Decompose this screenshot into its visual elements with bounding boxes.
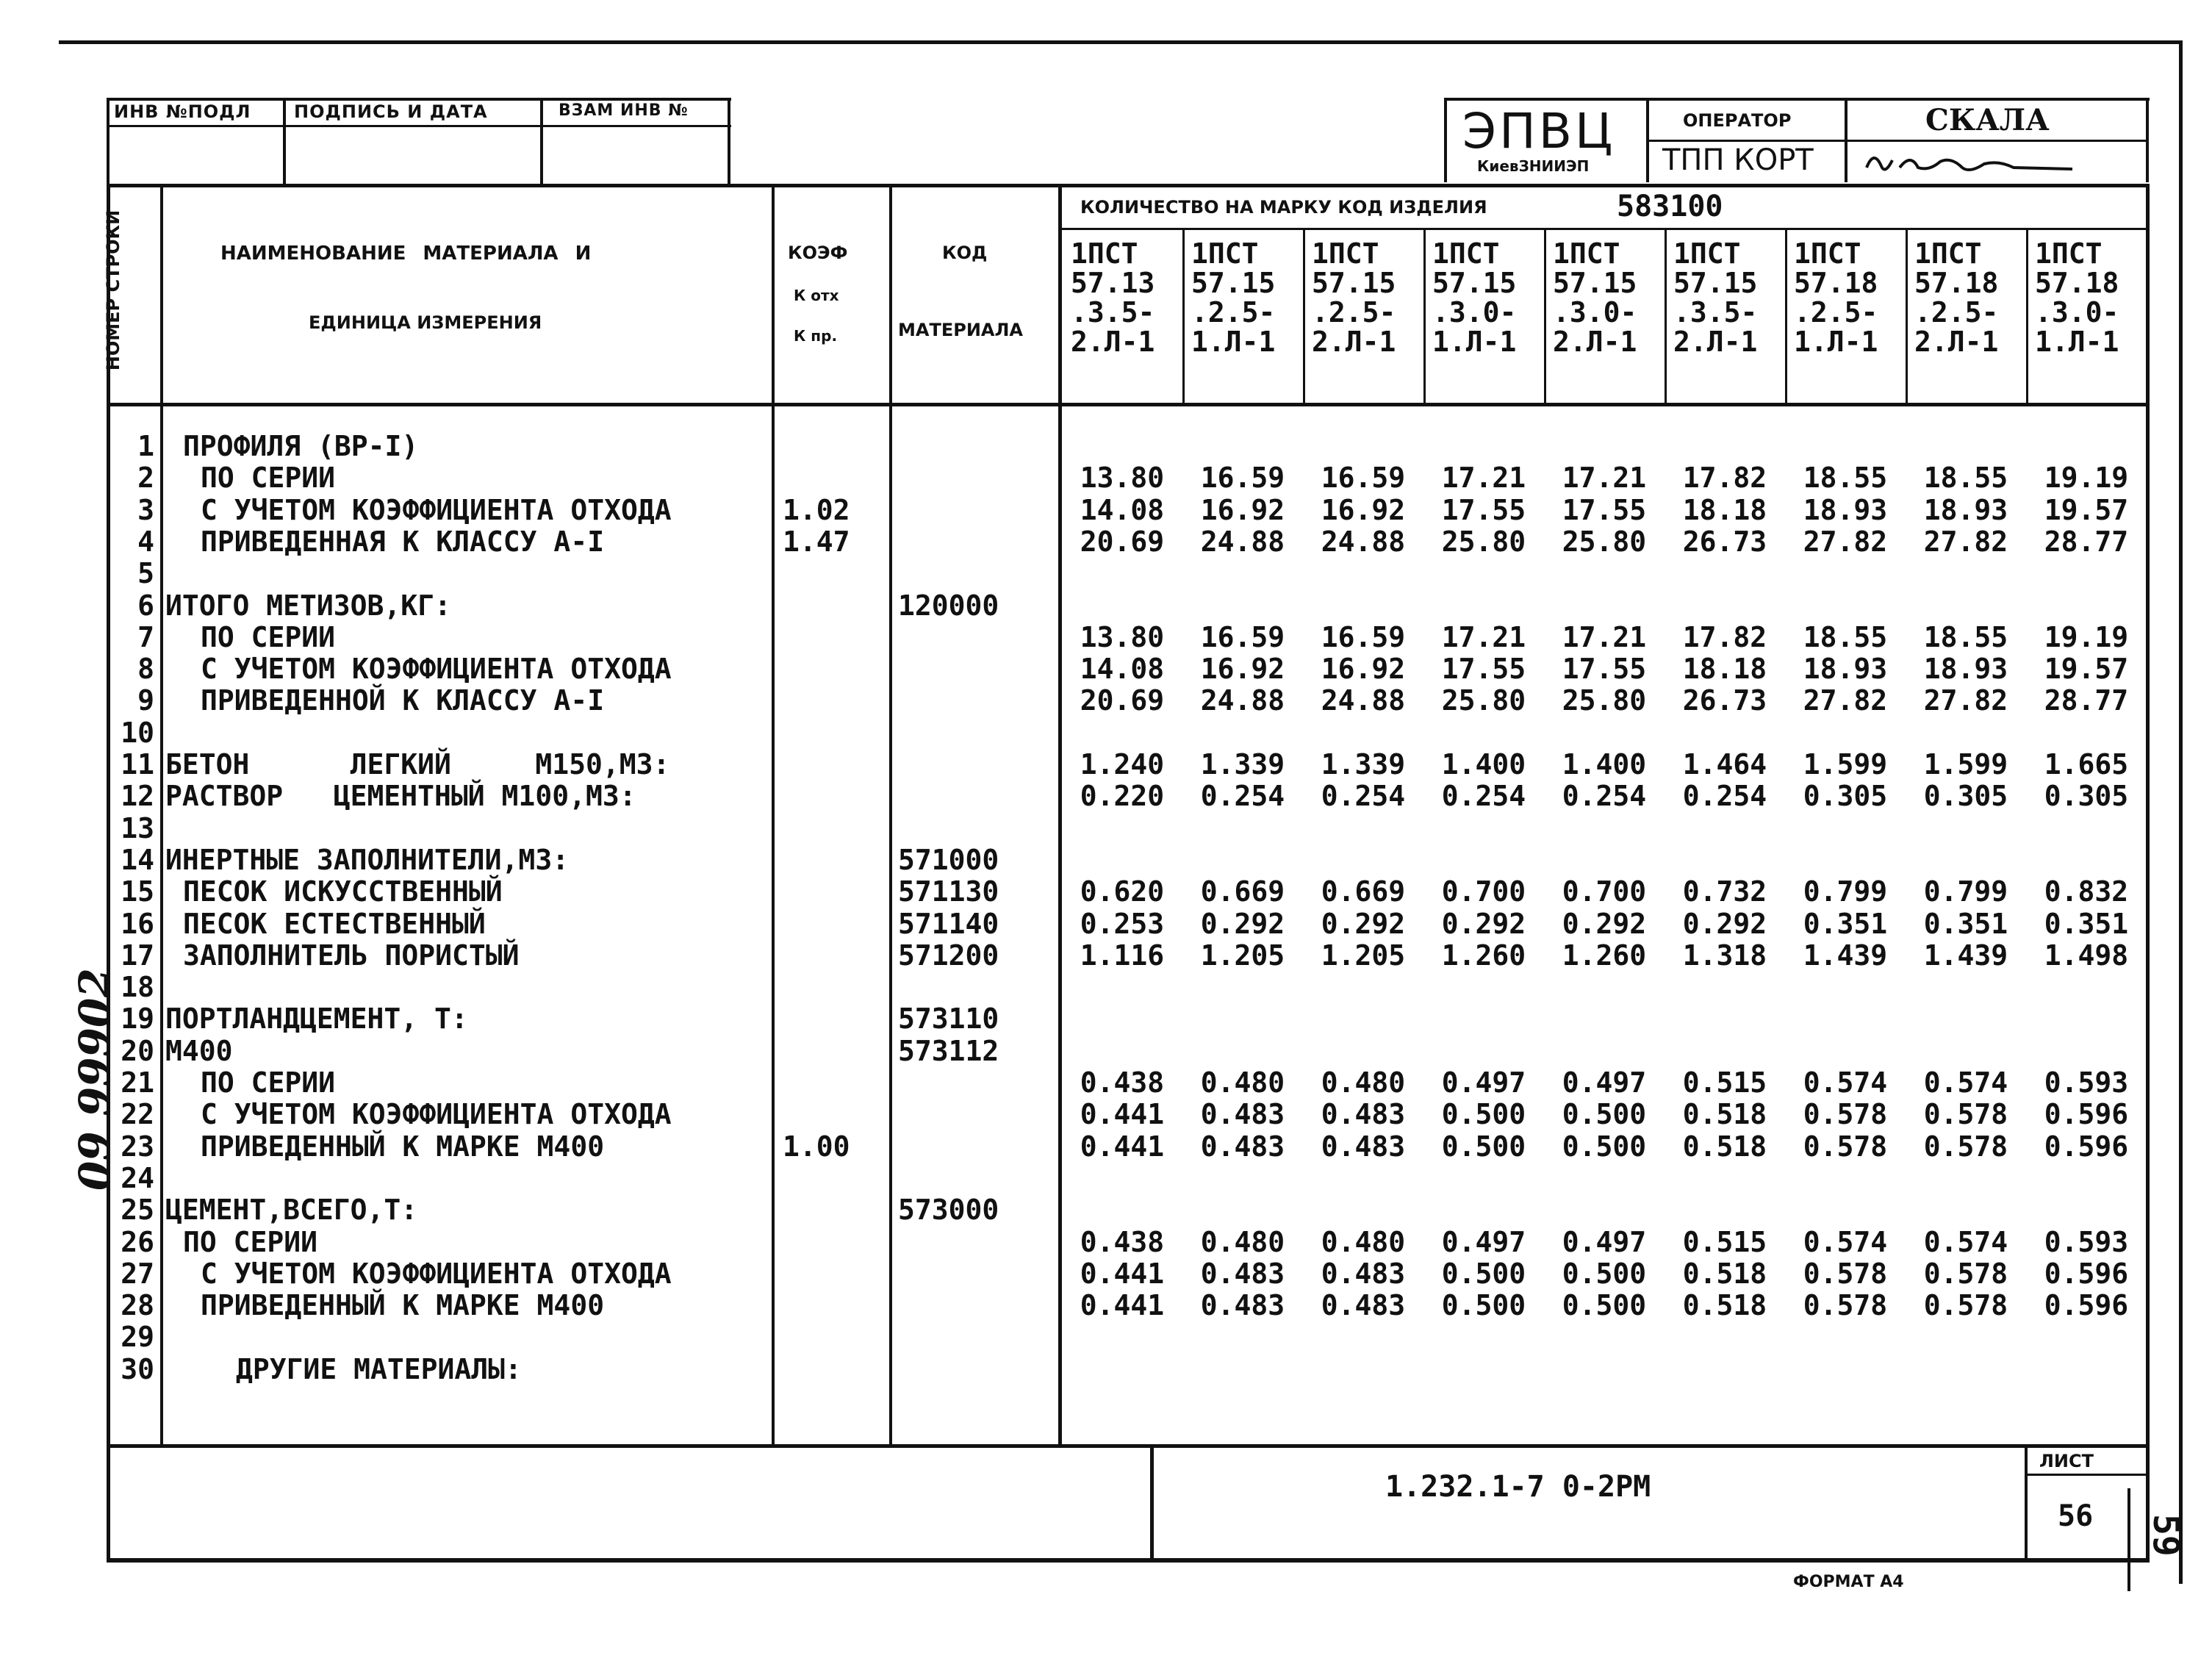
material-code: 571140	[898, 907, 999, 940]
quantity-value: 24.88	[1200, 525, 1285, 558]
product-header-line: 2.Л-1	[1312, 326, 1396, 358]
quantity-value: 0.220	[1080, 780, 1165, 813]
coefficient: 1.47	[783, 525, 850, 558]
quantity-value: 0.515	[1682, 1225, 1767, 1258]
quantity-value: 1.464	[1682, 748, 1767, 781]
material-code: 120000	[898, 589, 999, 622]
product-header-line: 1.Л-1	[1794, 326, 1878, 358]
quantity-value: 14.08	[1080, 653, 1165, 686]
product-code: 583100	[1617, 190, 1723, 223]
sheet-number: 56	[2058, 1499, 2094, 1533]
quantity-value: 1.498	[2044, 939, 2129, 972]
quantity-value: 24.88	[1321, 684, 1406, 717]
quantity-value: 0.596	[2044, 1130, 2129, 1163]
material-header-line1: НАИМЕНОВАНИЕ МАТЕРИАЛА И	[220, 243, 592, 265]
product-header-line: 2.Л-1	[1553, 326, 1637, 358]
row-number: 2	[137, 462, 154, 495]
quantity-value: 1.665	[2044, 748, 2129, 781]
material-name: ИТОГО МЕТИЗОВ,КГ:	[165, 589, 451, 622]
quantity-value: 0.700	[1562, 875, 1647, 908]
quantity-value: 1.116	[1080, 939, 1165, 972]
quantity-value: 14.08	[1080, 493, 1165, 526]
quantity-value: 0.441	[1080, 1130, 1165, 1163]
row-number: 21	[121, 1066, 154, 1099]
quantity-value: 0.351	[1923, 907, 2008, 940]
material-code: 573112	[898, 1034, 999, 1067]
quantity-value: 0.438	[1080, 1066, 1165, 1099]
product-header-line: 57.15	[1673, 267, 1758, 299]
material-code: 571130	[898, 875, 999, 908]
side-block-border	[2127, 1488, 2130, 1591]
quantity-value: 0.254	[1200, 780, 1285, 813]
quantity-value: 18.55	[1803, 462, 1888, 495]
row-number: 11	[121, 748, 154, 781]
quantity-value: 0.578	[1923, 1257, 2008, 1290]
product-header-line: 1.Л-1	[2035, 326, 2119, 358]
quantity-value: 0.578	[1803, 1130, 1888, 1163]
quantity-value: 28.77	[2044, 525, 2129, 558]
row-number: 30	[121, 1352, 154, 1385]
quantity-value: 0.620	[1080, 875, 1165, 908]
column-divider	[1544, 229, 1546, 404]
material-name: С УЧЕТОМ КОЭФФИЦИЕНТА ОТХОДА	[201, 653, 672, 686]
product-header-line: 57.15	[1553, 267, 1637, 299]
quantity-value: 0.254	[1441, 780, 1526, 813]
quantity-value: 27.82	[1923, 525, 2008, 558]
quantity-value: 1.318	[1682, 939, 1767, 972]
quantity-value: 0.732	[1682, 875, 1767, 908]
quantity-value: 0.596	[2044, 1257, 2129, 1290]
row-number: 1	[137, 430, 154, 462]
row-number: 12	[121, 780, 154, 813]
quantity-value: 1.599	[1803, 748, 1888, 781]
material-code: 573000	[898, 1194, 999, 1227]
row-number: 7	[137, 620, 154, 653]
quantity-value: 0.480	[1321, 1066, 1406, 1099]
product-header-line: 1ПСТ	[1191, 237, 1259, 270]
quantity-value: 0.438	[1080, 1225, 1165, 1258]
quantity-value: 0.351	[1803, 907, 1888, 940]
quantity-value: 0.500	[1562, 1098, 1647, 1131]
quantity-value: 1.599	[1923, 748, 2008, 781]
material-code: 573110	[898, 1002, 999, 1036]
quantity-value: 0.578	[1803, 1257, 1888, 1290]
quantity-value: 16.92	[1321, 653, 1406, 686]
quantity-value: 27.82	[1803, 684, 1888, 717]
product-header-line: 1ПСТ	[1432, 237, 1500, 270]
quantity-value: 17.55	[1441, 653, 1526, 686]
material-name: С УЧЕТОМ КОЭФФИЦИЕНТА ОТХОДА	[201, 1098, 672, 1131]
code-header-line1: КОД	[942, 243, 988, 263]
quantity-value: 18.93	[1923, 493, 2008, 526]
quantity-value: 0.441	[1080, 1257, 1165, 1290]
product-column-header	[1673, 239, 1757, 356]
quantity-value: 25.80	[1562, 684, 1647, 717]
product-header-line: .3.0-	[2035, 296, 2119, 329]
coef-header-line1: КОЭФ	[788, 243, 848, 263]
quantity-value: 0.700	[1441, 875, 1526, 908]
quantity-value: 26.73	[1682, 525, 1767, 558]
quantity-value: 0.578	[1923, 1098, 2008, 1131]
quantity-value: 0.515	[1682, 1066, 1767, 1099]
material-name: ПО СЕРИИ	[201, 620, 336, 653]
quantity-value: 17.21	[1441, 462, 1526, 495]
product-column-header	[1914, 239, 1998, 356]
quantity-value: 0.497	[1562, 1225, 1647, 1258]
quantity-value: 27.82	[1803, 525, 1888, 558]
product-header-line: .3.5-	[1071, 296, 1155, 329]
quantity-value: 0.799	[1803, 875, 1888, 908]
material-name: ПО СЕРИИ	[183, 1225, 318, 1258]
quantity-value: 0.832	[2044, 875, 2129, 908]
quantity-value: 18.18	[1682, 653, 1767, 686]
row-number: 19	[121, 1002, 154, 1036]
product-header-line: 1ПСТ	[1794, 237, 1861, 270]
product-header-line: 1ПСТ	[1914, 237, 1982, 270]
quantity-value: 0.292	[1562, 907, 1647, 940]
archive-number: 09 99902	[70, 968, 120, 1191]
row-number: 16	[121, 907, 154, 940]
product-header-line: 1ПСТ	[2035, 237, 2103, 270]
quantity-value: 0.497	[1562, 1066, 1647, 1099]
quantity-value: 0.574	[1923, 1225, 2008, 1258]
quantity-value: 19.57	[2044, 493, 2129, 526]
row-number: 14	[121, 843, 154, 876]
row-number: 9	[137, 684, 154, 717]
quantity-value: 0.578	[1803, 1289, 1888, 1322]
quantity-value: 0.483	[1200, 1130, 1285, 1163]
quantity-value: 0.483	[1200, 1098, 1285, 1131]
quantity-value: 17.21	[1562, 462, 1647, 495]
quantity-value: 1.439	[1923, 939, 2008, 972]
product-header-line: 1ПСТ	[1071, 237, 1138, 270]
quantity-value: 18.93	[1803, 653, 1888, 686]
quantity-value: 0.480	[1200, 1225, 1285, 1258]
quantity-value: 0.574	[1803, 1225, 1888, 1258]
quantity-value: 0.292	[1682, 907, 1767, 940]
operator-signature	[1859, 146, 2080, 179]
quantity-value: 17.21	[1562, 620, 1647, 653]
quantity-value: 25.80	[1441, 684, 1526, 717]
quantity-value: 16.59	[1321, 620, 1406, 653]
quantity-value: 17.55	[1562, 653, 1647, 686]
quantity-value: 0.483	[1321, 1098, 1406, 1131]
quantity-value: 0.578	[1803, 1098, 1888, 1131]
product-header-line: .2.5-	[1312, 296, 1396, 329]
product-column-header	[1191, 239, 1275, 356]
product-header-line: 57.15	[1432, 267, 1517, 299]
row-number: 27	[121, 1257, 154, 1290]
quantity-value: 16.92	[1321, 493, 1406, 526]
row-number: 8	[137, 653, 154, 686]
quantity-value: 1.439	[1803, 939, 1888, 972]
quantity-value: 19.19	[2044, 620, 2129, 653]
product-header-line: 2.Л-1	[1673, 326, 1758, 358]
quantity-value: 16.92	[1200, 653, 1285, 686]
material-name: М400	[165, 1034, 233, 1067]
row-number: 29	[121, 1321, 154, 1354]
quantity-value: 17.21	[1441, 620, 1526, 653]
quantity-value: 1.260	[1441, 939, 1526, 972]
row-number: 6	[137, 589, 154, 622]
product-header-line: 2.Л-1	[1071, 326, 1155, 358]
quantity-value: 0.441	[1080, 1098, 1165, 1131]
quantity-value: 0.305	[2044, 780, 2129, 813]
product-column-header	[1553, 239, 1637, 356]
quantity-value: 25.80	[1441, 525, 1526, 558]
quantity-value: 0.253	[1080, 907, 1165, 940]
quantity-value: 0.480	[1321, 1225, 1406, 1258]
quantity-value: 20.69	[1080, 525, 1165, 558]
material-name: РАСТВОР ЦЕМЕНТНЫЙ М100,М3:	[165, 780, 636, 813]
stamp-replace-label: ВЗАМ ИНВ №	[559, 101, 689, 120]
quantity-value: 0.500	[1441, 1130, 1526, 1163]
quantity-value: 1.400	[1441, 748, 1526, 781]
column-divider	[1303, 229, 1305, 404]
material-name: ПРИВЕДЕННАЯ К КЛАССУ А-I	[201, 525, 605, 558]
material-name: ИНЕРТНЫЕ ЗАПОЛНИТЕЛИ,М3:	[165, 843, 570, 876]
row-number: 4	[137, 525, 154, 558]
coef-header-line2: К отх	[794, 287, 839, 304]
coefficient: 1.00	[783, 1130, 850, 1163]
quantity-value: 0.500	[1441, 1098, 1526, 1131]
column-divider	[1906, 229, 1908, 404]
quantity-value: 1.240	[1080, 748, 1165, 781]
quantity-value: 16.59	[1200, 462, 1285, 495]
quantity-value: 0.483	[1200, 1257, 1285, 1290]
material-name: ДРУГИЕ МАТЕРИАЛЫ:	[236, 1352, 522, 1385]
quantity-value: 1.260	[1562, 939, 1647, 972]
quantity-value: 0.518	[1682, 1257, 1767, 1290]
product-header-line: 1ПСТ	[1312, 237, 1379, 270]
product-header-line: 57.15	[1191, 267, 1276, 299]
product-header-line: 1.Л-1	[1191, 326, 1276, 358]
quantity-value: 0.518	[1682, 1289, 1767, 1322]
quantity-value: 0.480	[1200, 1066, 1285, 1099]
quantity-value: 18.18	[1682, 493, 1767, 526]
quantity-value: 0.578	[1923, 1130, 2008, 1163]
quantity-value: 1.205	[1321, 939, 1406, 972]
sheet-label: ЛИСТ	[2039, 1451, 2094, 1471]
product-column-header	[1794, 239, 1878, 356]
format-label: ФОРМАТ А4	[1793, 1573, 1904, 1591]
stamp-inv-label: ИНВ №ПОДЛ	[114, 101, 251, 122]
material-name: ПРОФИЛЯ (ВР-I)	[183, 430, 419, 462]
quantity-value: 1.339	[1200, 748, 1285, 781]
product-header-line: 57.13	[1071, 267, 1155, 299]
system-name: СКАЛА	[1925, 103, 2050, 137]
operator-label: ОПЕРАТОР	[1683, 110, 1792, 131]
quantity-value: 0.593	[2044, 1225, 2129, 1258]
org-name: ЭПВЦ	[1462, 103, 1616, 159]
product-header-line: 57.18	[1914, 267, 1999, 299]
quantity-value: 18.55	[1923, 620, 2008, 653]
row-number: 18	[121, 971, 154, 1004]
column-divider	[1182, 229, 1185, 404]
quantity-value: 0.593	[2044, 1066, 2129, 1099]
product-column-header	[1312, 239, 1396, 356]
operator-value: ТПП КОРТ	[1662, 143, 1814, 177]
coefficient: 1.02	[783, 493, 850, 526]
product-header-line: 57.15	[1312, 267, 1396, 299]
quantity-value: 25.80	[1562, 525, 1647, 558]
side-page-number: 59	[2145, 1514, 2186, 1557]
product-header-line: .2.5-	[1794, 296, 1878, 329]
quantity-value: 0.497	[1441, 1225, 1526, 1258]
row-number: 20	[121, 1034, 154, 1067]
quantity-value: 1.205	[1200, 939, 1285, 972]
quantity-value: 24.88	[1321, 525, 1406, 558]
row-number: 17	[121, 939, 154, 972]
product-header-line: 1ПСТ	[1553, 237, 1620, 270]
product-header-line: .3.5-	[1673, 296, 1758, 329]
quantity-value: 16.59	[1200, 620, 1285, 653]
material-name: ПРИВЕДЕННЫЙ К МАРКЕ М400	[201, 1130, 605, 1163]
row-number: 23	[121, 1130, 154, 1163]
quantity-value: 0.254	[1562, 780, 1647, 813]
material-code: 571200	[898, 939, 999, 972]
quantity-value: 26.73	[1682, 684, 1767, 717]
quantity-header: КОЛИЧЕСТВО НА МАРКУ КОД ИЗДЕЛИЯ	[1080, 197, 1487, 218]
material-name: ПЕСОК ИСКУССТВЕННЫЙ	[183, 875, 503, 908]
stamp-signature-label: ПОДПИСЬ И ДАТА	[294, 101, 488, 122]
quantity-value: 18.55	[1803, 620, 1888, 653]
top-border	[59, 40, 2183, 44]
product-header-line: .2.5-	[1191, 296, 1276, 329]
product-header-line: 1.Л-1	[1432, 326, 1517, 358]
quantity-value: 0.351	[2044, 907, 2129, 940]
row-number: 10	[121, 716, 154, 749]
org-subname: КиевЗНИИЭП	[1477, 157, 1590, 175]
material-name: С УЧЕТОМ КОЭФФИЦИЕНТА ОТХОДА	[201, 493, 672, 526]
quantity-value: 0.518	[1682, 1098, 1767, 1131]
quantity-value: 0.500	[1441, 1289, 1526, 1322]
quantity-value: 0.500	[1562, 1289, 1647, 1322]
material-name: БЕТОН ЛЕГКИЙ М150,М3:	[165, 748, 670, 781]
row-number: 3	[137, 493, 154, 526]
quantity-value: 0.497	[1441, 1066, 1526, 1099]
row-number: 26	[121, 1225, 154, 1258]
product-header-line: 57.18	[2035, 267, 2119, 299]
quantity-value: 0.500	[1562, 1257, 1647, 1290]
quantity-value: 28.77	[2044, 684, 2129, 717]
quantity-value: 0.483	[1321, 1257, 1406, 1290]
row-number: 15	[121, 875, 154, 908]
column-divider	[2026, 229, 2028, 404]
quantity-value: 0.596	[2044, 1098, 2129, 1131]
quantity-value: 0.254	[1682, 780, 1767, 813]
quantity-value: 17.55	[1441, 493, 1526, 526]
quantity-value: 0.483	[1200, 1289, 1285, 1322]
material-name: ПО СЕРИИ	[201, 1066, 336, 1099]
quantity-value: 0.669	[1200, 875, 1285, 908]
product-header-line: 2.Л-1	[1914, 326, 1999, 358]
row-number: 13	[121, 811, 154, 844]
quantity-value: 0.669	[1321, 875, 1406, 908]
quantity-value: 0.596	[2044, 1289, 2129, 1322]
quantity-value: 0.578	[1923, 1289, 2008, 1322]
quantity-value: 0.441	[1080, 1289, 1165, 1322]
material-name: ЗАПОЛНИТЕЛЬ ПОРИСТЫЙ	[183, 939, 520, 972]
quantity-value: 17.82	[1682, 462, 1767, 495]
quantity-value: 0.292	[1441, 907, 1526, 940]
material-name: ПРИВЕДЕННЫЙ К МАРКЕ М400	[201, 1289, 605, 1322]
quantity-value: 1.339	[1321, 748, 1406, 781]
quantity-value: 0.799	[1923, 875, 2008, 908]
product-column-header	[1432, 239, 1516, 356]
quantity-value: 18.93	[1923, 653, 2008, 686]
product-column-header	[1071, 239, 1155, 356]
product-header-line: 1ПСТ	[1673, 237, 1741, 270]
quantity-value: 0.292	[1321, 907, 1406, 940]
quantity-value: 20.69	[1080, 684, 1165, 717]
quantity-value: 0.500	[1562, 1130, 1647, 1163]
product-header-line: .2.5-	[1914, 296, 1999, 329]
quantity-value: 0.305	[1803, 780, 1888, 813]
row-number: 25	[121, 1194, 154, 1227]
material-name: ПО СЕРИИ	[201, 462, 336, 495]
quantity-value: 19.57	[2044, 653, 2129, 686]
row-number: 5	[137, 557, 154, 590]
material-code: 571000	[898, 843, 999, 876]
document-code: 1.232.1-7 0-2РМ	[1385, 1470, 1651, 1504]
quantity-value: 18.55	[1923, 462, 2008, 495]
material-name: ПРИВЕДЕННОЙ К КЛАССУ А-I	[201, 684, 605, 717]
quantity-value: 27.82	[1923, 684, 2008, 717]
quantity-value: 0.483	[1321, 1289, 1406, 1322]
material-name: ПЕСОК ЕСТЕСТВЕННЫЙ	[183, 907, 486, 940]
product-header-line: .3.0-	[1432, 296, 1517, 329]
product-column-header	[2035, 239, 2119, 356]
quantity-value: 16.59	[1321, 462, 1406, 495]
material-name: С УЧЕТОМ КОЭФФИЦИЕНТА ОТХОДА	[201, 1257, 672, 1290]
quantity-value: 0.500	[1441, 1257, 1526, 1290]
material-name: ПОРТЛАНДЦЕМЕНТ, Т:	[165, 1002, 468, 1036]
quantity-value: 18.93	[1803, 493, 1888, 526]
quantity-value: 0.483	[1321, 1130, 1406, 1163]
right-outer-border	[2179, 40, 2183, 1584]
quantity-value: 13.80	[1080, 620, 1165, 653]
quantity-value: 13.80	[1080, 462, 1165, 495]
quantity-value: 1.400	[1562, 748, 1647, 781]
material-header-line2: ЕДИНИЦА ИЗМЕРЕНИЯ	[309, 312, 542, 333]
quantity-value: 16.92	[1200, 493, 1285, 526]
quantity-value: 17.55	[1562, 493, 1647, 526]
product-header-line: 57.18	[1794, 267, 1878, 299]
quantity-value: 0.574	[1923, 1066, 2008, 1099]
quantity-value: 17.82	[1682, 620, 1767, 653]
row-number: 28	[121, 1289, 154, 1322]
row-number-header: НОМЕР СТРОКИ	[103, 209, 123, 371]
column-divider	[1665, 229, 1667, 404]
code-header-line2: МАТЕРИАЛА	[898, 320, 1023, 340]
row-number: 22	[121, 1098, 154, 1131]
quantity-value: 0.254	[1321, 780, 1406, 813]
quantity-value: 0.292	[1200, 907, 1285, 940]
product-header-line: .3.0-	[1553, 296, 1637, 329]
quantity-value: 0.305	[1923, 780, 2008, 813]
coef-header-line3: К пр.	[794, 327, 838, 345]
quantity-value: 0.518	[1682, 1130, 1767, 1163]
quantity-value: 19.19	[2044, 462, 2129, 495]
row-number: 24	[121, 1161, 154, 1194]
quantity-value: 0.574	[1803, 1066, 1888, 1099]
column-divider	[1423, 229, 1426, 404]
column-divider	[1785, 229, 1787, 404]
material-name: ЦЕМЕНТ,ВСЕГО,Т:	[165, 1194, 418, 1227]
quantity-value: 24.88	[1200, 684, 1285, 717]
